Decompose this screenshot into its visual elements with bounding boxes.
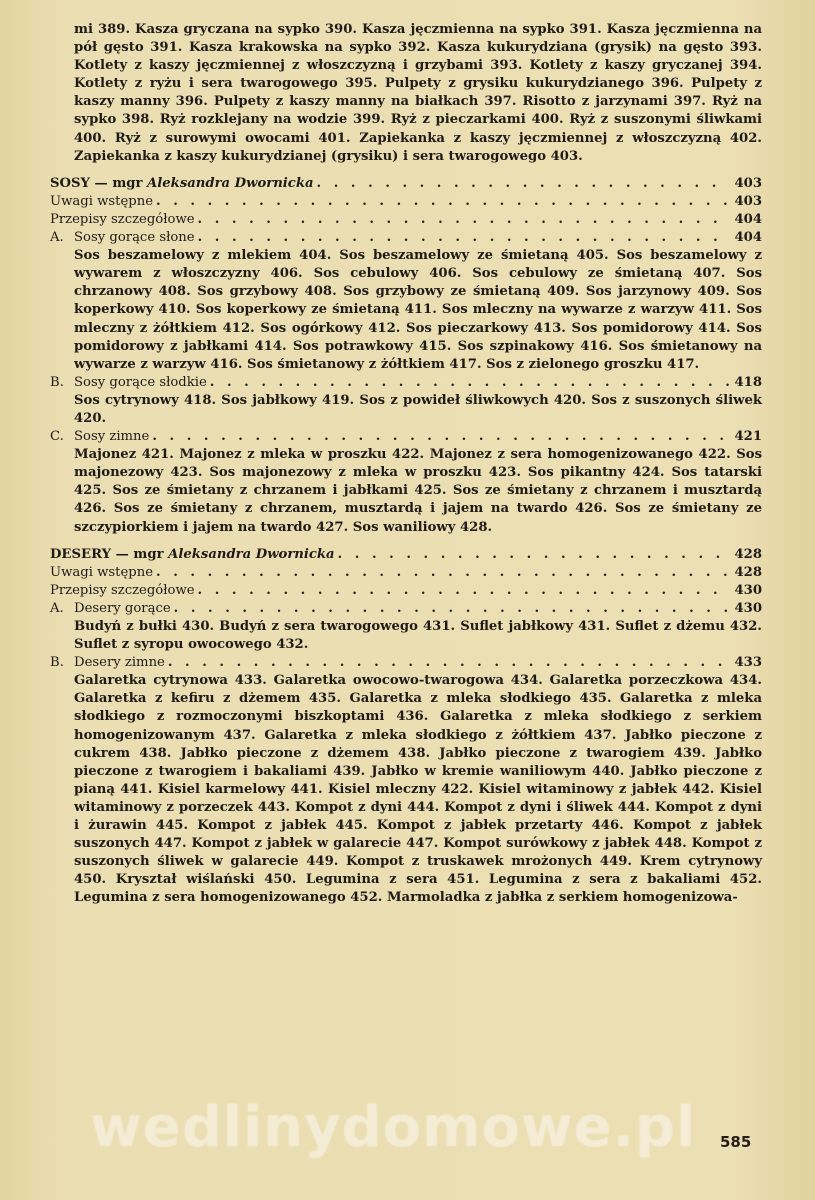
page-ref: 433 [734, 655, 762, 671]
page-ref: 404 [734, 211, 762, 227]
page-ref: 403 [734, 193, 762, 209]
page-ref: 428 [734, 564, 762, 580]
section-author: Aleksandra Dwornicka [168, 546, 335, 562]
leader-dots [317, 175, 729, 193]
recipe-list-sosy-a: Sos beszamelowy z mlekiem 404. Sos beszamelowy ze śmietaną 405. Sos beszamelowy z wywarem z włoszczyzny 406. Sos cebulowy 406. Sos cebulowy ze śmietaną 407. Sos chrzanowy 408. Sos grzybowy 408. Sos grzybowy ze śmietaną 409. Sos jarzynowy 409. Sos koperkowy 410. Sos koperkowy ze śmietaną 411. Sos mleczny na wywarze z warzyw 411. Sos mleczny z żółtkiem 412. Sos ogórkowy 412. Sos pieczarkowy 413. Sos pomidorowy 414. Sos pomidorowy z jabłkami 414. Sos potrawkowy 415. Sos szpinakowy 416. Sos śmietanowy na wywarze z warzyw 416. Sos śmietanowy z żółtkiem 417. Sos z zielonego groszku 417. [74, 248, 762, 372]
leader-dots [210, 374, 729, 392]
recipe-list-sosy-b: Sos cytrynowy 418. Sos jabłkowy 419. Sos z powideł śliwkowych 420. Sos z suszonych śliwek 420. [74, 392, 762, 426]
leader-dots [198, 229, 729, 247]
entry-label: Desery gorące [74, 600, 171, 616]
page-ref: 418 [734, 374, 762, 390]
section-sosy-heading[interactable] [50, 175, 762, 193]
entry-letter: A. [50, 230, 64, 246]
leader-dots [152, 428, 729, 446]
toc-entry-uwagi[interactable] [50, 193, 762, 211]
entry-label: Sosy gorące słodkie [74, 374, 207, 390]
toc-entry-przepisy[interactable] [50, 582, 762, 600]
entry-label: Uwagi wstępne [50, 564, 154, 580]
toc-entry-uwagi[interactable] [50, 564, 762, 582]
entry-letter: C. [50, 429, 64, 445]
section-desery-heading[interactable] [50, 546, 762, 564]
page-ref: 404 [734, 230, 762, 246]
entry-letter: B. [50, 374, 64, 390]
site-watermark: wedlinydomowe.pl [90, 1095, 697, 1160]
toc-content [50, 21, 762, 908]
toc-entry-sosy-b[interactable] [50, 374, 762, 392]
toc-entry-przepisy[interactable] [50, 211, 762, 229]
toc-entry-desery-a[interactable] [50, 600, 762, 618]
section-title: SOSY — mgr [50, 175, 143, 191]
entry-label: Przepisy szczegółowe [50, 211, 195, 227]
toc-entry-sosy-a[interactable] [50, 229, 762, 247]
intro-paragraph: mi 389. Kasza gryczana na sypko 390. Kasza jęczmienna na sypko 391. Kasza jęczmienna na pół gęsto 391. Kasza krakowska na sypko 392. Kasza kukurydziana (grysik) na gęsto 393. Kotlety z kaszy jęczmiennej z włoszczyzną i grzybami 393. Kotlety z kaszy gryczanej 394. Kotlety z ryżu i sera twarogowego 395. Pulpety z grysiku kukurydzianego 396. Pulpety z kaszy manny 396. Pulpety z kaszy manny na białkach 397. Risotto z jarzynami 397. Ryż na sypko 398. Ryż rozklejany na wodzie 399. Ryż z pieczarkami 400. Ryż z suszonymi śliwkami 400. Ryż z surowymi owocami 401. Zapiekanka z kaszy jęczmiennej z włoszczyzną 402. Zapiekanka z kaszy kukurydzianej (grysiku) i sera twarogowego 403. [74, 22, 762, 164]
page-ref: 430 [734, 582, 762, 598]
entry-label: Desery zimne [74, 655, 165, 671]
entry-label: Uwagi wstępne [50, 193, 154, 209]
leader-dots [338, 546, 729, 564]
leader-dots [198, 211, 729, 229]
entry-letter: A. [50, 600, 64, 616]
recipe-list-desery-b: Galaretka cytrynowa 433. Galaretka owocowo-twarogowa 434. Galaretka porzeczkowa 434. Galaretka z kefiru z dżemem 435. Galaretka z mleka słodkiego 435. Galaretka z mleka słodkiego z rozmoczonymi biszkoptami 436. Galaretka z mleka słodkiego z serkiem homogenizowanym 437. Galaretka z mleka słodkiego z żółtkiem 437. Jabłko pieczone z cukrem 438. Jabłko pieczone z dżemem 438. Jabłko pieczone z twarogiem 439. Jabłko pieczone z twarogiem i bakaliami 439. Jabłko w kremie waniliowym 440. Jabłko pieczone z pianą 441. Kisiel karmelowy 441. Kisiel mleczny 422. Kisiel witaminowy z jabłek 442. Kisiel witaminowy z porzeczek 443. Kompot z dyni 444. Kompot z dyni i śliwek 444. Kompot z dyni i żurawin 445. Kompot z jabłek 445. Kompot z jabłek przetarty 446. Kompot z jabłek suszonych 447. Kompot z jabłek w galarecie 447. Kompot surówkowy z jabłek 448. Kompot z suszonych śliwek w galarecie 449. Kompot z truskawek mrożonych 449. Krem cytrynowy 450. Kryształ wiślański 450. Legumina z sera 451. Legumina z sera z bakaliami 452. Legumina z sera homogenizowanego 452. Marmoladka z jabłka z serkiem homogenizowa- [74, 673, 762, 906]
page-number: 585 [720, 1133, 752, 1151]
page-ref: 428 [734, 546, 762, 562]
page-ref: 430 [734, 600, 762, 616]
entry-label: Sosy zimne [74, 429, 150, 445]
toc-entry-desery-b[interactable] [50, 654, 762, 672]
entry-label: Sosy gorące słone [74, 230, 195, 246]
recipe-list-sosy-c: Majonez 421. Majonez z mleka w proszku 422. Majonez z sera homogenizowanego 422. Sos majonezowy 423. Sos majonezowy z mleka w proszku 423. Sos pikantny 424. Sos tatarski 425. Sos ze śmietany z chrzanem i jabłkami 425. Sos ze śmietany z chrzanem i musztardą 426. Sos ze śmietany z chrzanem, musztardą i jajem na twardo 426. Sos ze śmietany ze szczypiorkiem i jajem na twardo 427. Sos waniliowy 428. [74, 447, 762, 535]
recipe-list-desery-a: Budyń z bułki 430. Budyń z sera twarogowego 431. Suflet jabłkowy 431. Suflet z dżemu 432. Suflet z syropu owocowego 432. [74, 619, 762, 653]
entry-letter: B. [50, 655, 64, 671]
leader-dots [174, 600, 729, 618]
leader-dots [156, 564, 729, 582]
page-ref: 421 [734, 429, 762, 445]
entry-label: Przepisy szczegółowe [50, 582, 195, 598]
leader-dots [168, 654, 729, 672]
leader-dots [198, 582, 729, 600]
toc-entry-sosy-c[interactable] [50, 428, 762, 446]
section-author: Aleksandra Dwornicka [147, 175, 314, 191]
page-ref: 403 [734, 175, 762, 191]
leader-dots [156, 193, 729, 211]
section-title: DESERY — mgr [50, 546, 164, 562]
